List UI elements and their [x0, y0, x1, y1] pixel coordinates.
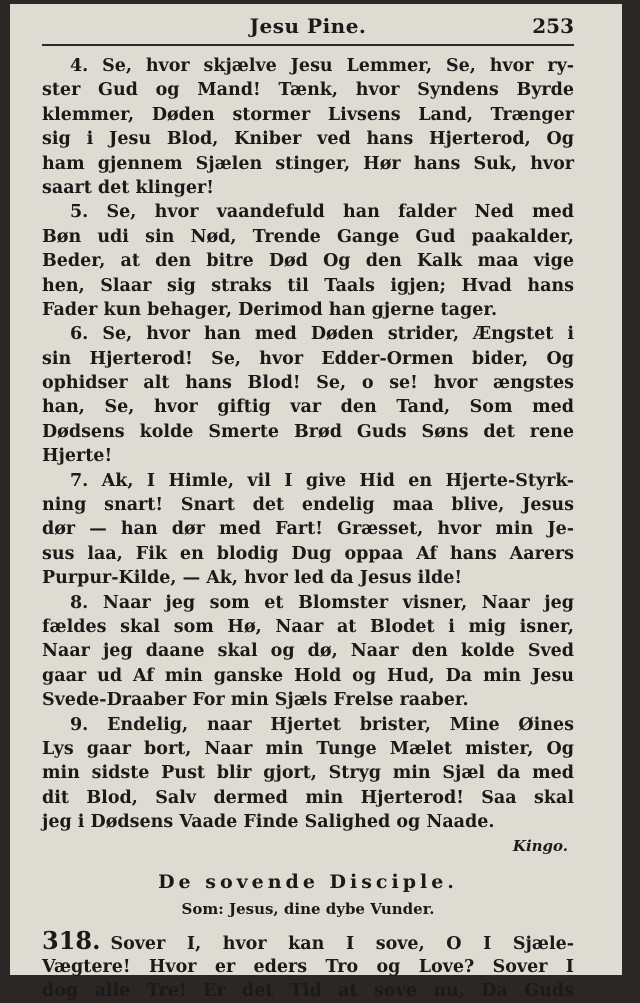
verse-line: Naar jeg daane skal og dø, Naar den kolde Sved: [42, 641, 574, 662]
verse-line: klemmer, Døden stormer Livsens Land, Trænger: [42, 104, 574, 125]
running-title: Jesu Pine.: [249, 14, 367, 38]
verse-line: Beder, at den bitre Død Og den Kalk maa vige: [42, 251, 574, 272]
verse-line: 5. Se, hvor vaandefuld han falder Ned med: [70, 202, 574, 223]
verse-line: 7. Ak, I Himle, vil I give Hid en Hjerte-Styrk-: [70, 470, 574, 491]
verse-line: jeg i Dødsens Vaade Finde Salighed og Naade.: [42, 812, 495, 833]
hymn-line: Vægtere! Hvor er eders Tro og Love? Sover I: [42, 956, 574, 977]
hymn-first-line-text: Sover I, hvor kan I sove, O I Sjæle-: [110, 933, 574, 954]
verse-line: Dødsens kolde Smerte Brød Guds Søns det rene: [42, 421, 574, 442]
melody-line: Som: Jesus, dine dybe Vunder.: [181, 899, 435, 918]
verse-line: Purpur-Kilde, — Ak, hvor led da Jesus ilde!: [42, 568, 463, 589]
verse-line: min sidste Pust blir gjort, Stryg min Sjæl da med: [42, 763, 574, 784]
page-header: [42, 4, 574, 46]
verse-line: han, Se, hvor giftig var den Tand, Som med: [42, 397, 574, 418]
verse-line: hen, Slaar sig straks til Taals igjen; Hvad hans: [42, 275, 574, 296]
verse-line: dør — han dør med Fart! Græsset, hvor min Je-: [42, 519, 574, 540]
verse-line: ning snart! Snart det endelig maa blive, Jesus: [42, 495, 574, 516]
verse-line: Fader kun behager, Derimod han gjerne tager.: [42, 299, 498, 320]
verse-line: Lys gaar bort, Naar min Tunge Mælet mister, Og: [42, 738, 574, 759]
verse-line: 6. Se, hvor han med Døden strider, Ængstet i: [70, 324, 574, 345]
page-body: [42, 46, 574, 1003]
hymn-author: Kingo.: [512, 836, 568, 855]
verse-line: Bøn udi sin Nød, Trende Gange Gud paakalder,: [42, 226, 574, 247]
verse-line: ophidser alt hans Blod! Se, o se! hvor ængstes: [42, 373, 574, 394]
hymn-number: 318.: [42, 925, 101, 955]
verse-line: dit Blod, Salv dermed min Hjerterod! Saa skal: [42, 787, 574, 808]
verse-line: sus laa, Fik en blodig Dug oppaa Af hans Aarers: [42, 543, 574, 564]
verse-line: gaar ud Af min ganske Hold og Hud, Da min Jesu: [42, 665, 574, 686]
verse-line: 8. Naar jeg som et Blomster visner, Naar jeg: [70, 592, 574, 613]
verse-line: saart det klinger!: [42, 177, 214, 198]
verse-line: 4. Se, hvor skjælve Jesu Lemmer, Se, hvor ry-: [70, 56, 574, 76]
verse-line: Svede-Draaber For min Sjæls Frelse raaber.: [42, 690, 469, 711]
hymn-line: dog alle Tre! Er det Tid at sove nu, Da Guds: [42, 980, 574, 1001]
book-page: [10, 4, 622, 1001]
verse-line: sin Hjerterod! Se, hvor Edder-Ormen bider, Og: [42, 348, 574, 369]
verse-line: ster Gud og Mand! Tænk, hvor Syndens Byrde: [42, 80, 574, 101]
section-title: De sovende Disciple.: [158, 870, 458, 893]
verse-line: Hjerte!: [42, 446, 113, 467]
page-number: 253: [532, 14, 574, 38]
verse-line: sig i Jesu Blod, Kniber ved hans Hjerterod, Og: [42, 129, 574, 150]
hymn-first-line: [42, 927, 574, 955]
verse-line: 9. Endelig, naar Hjertet brister, Mine Øines: [70, 714, 574, 735]
verse-line: fældes skal som Hø, Naar at Blodet i mig isner,: [42, 616, 574, 637]
verses: [42, 54, 574, 835]
verse-line: ham gjennem Sjælen stinger, Hør hans Suk, hvor: [42, 153, 574, 174]
